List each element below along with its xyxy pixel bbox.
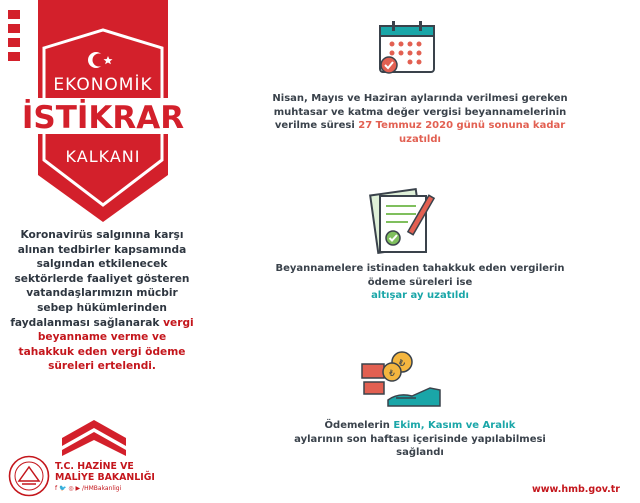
info-block-deadline-highlight: 27 Temmuz 2020 günü sonuna kadar uzatıldı [358,120,566,145]
info-block-extension-text: Beyannamelere istinaden tahakkuk eden vergilerin ödeme süreleri ise [275,263,565,288]
emblem-line1: EKONOMİK [53,75,153,95]
left-description [10,228,194,374]
decorative-stripes [8,10,20,66]
left-panel [0,0,198,503]
info-block-deadline-text: Nisan, Mayıs ve Haziran aylarında verilmesi gereken muhtasar ve katma değer vergisi beyannamelerinin verilme süresi [272,93,568,132]
calendar-icon [376,20,438,76]
ministry-logo-text [55,461,155,483]
emblem-line2: İSTİKRAR [21,100,185,136]
website-link[interactable] [532,484,620,495]
info-block-extension [270,262,570,303]
social-handles: f 🐦 ◎ ▶ /HMBakanligi [55,485,122,492]
ministry-seal-icon [8,455,50,497]
info-block-payment-text-before: Ödemelerin [324,420,390,431]
url-suffix: .gov.tr [584,484,620,495]
logo-line2: MALİYE BAKANLIĞI [55,472,155,483]
emblem-line3: KALKANI [65,147,141,166]
chevron-up-icon [62,418,126,456]
url-domain: hmb [561,484,585,495]
info-block-payment [270,419,570,460]
svg-text:₺: ₺ [389,369,395,379]
logo-line1: T.C. HAZİNE VE [55,461,134,472]
signed-document-icon [364,186,436,256]
info-block-payment-text-after: aylarının son haftası içerisinde yapılabilmesi sağlandı [294,433,546,459]
emblem-shield [8,0,198,225]
info-block-payment-highlight: Ekim, Kasım ve Aralık [393,420,516,431]
svg-text:₺: ₺ [398,358,406,369]
url-prefix: www. [531,484,562,495]
coin-hand-icon [360,350,442,410]
info-block-deadline [270,92,570,146]
left-description-highlight: vergi beyanname verme ve tahakkuk eden vergi ödeme süreleri ertelendi. [18,316,194,373]
info-block-extension-highlight: altışar ay uzatıldı [371,290,469,302]
left-description-normal: Koronavirüs salgınına karşı alınan tedbirler kapsamında salgından etkilenecek sektörlerde faaliyet gösteren vatandaşlarımızın mücbir sebep hükümlerinden faydalanması sağlanarak [10,229,190,329]
